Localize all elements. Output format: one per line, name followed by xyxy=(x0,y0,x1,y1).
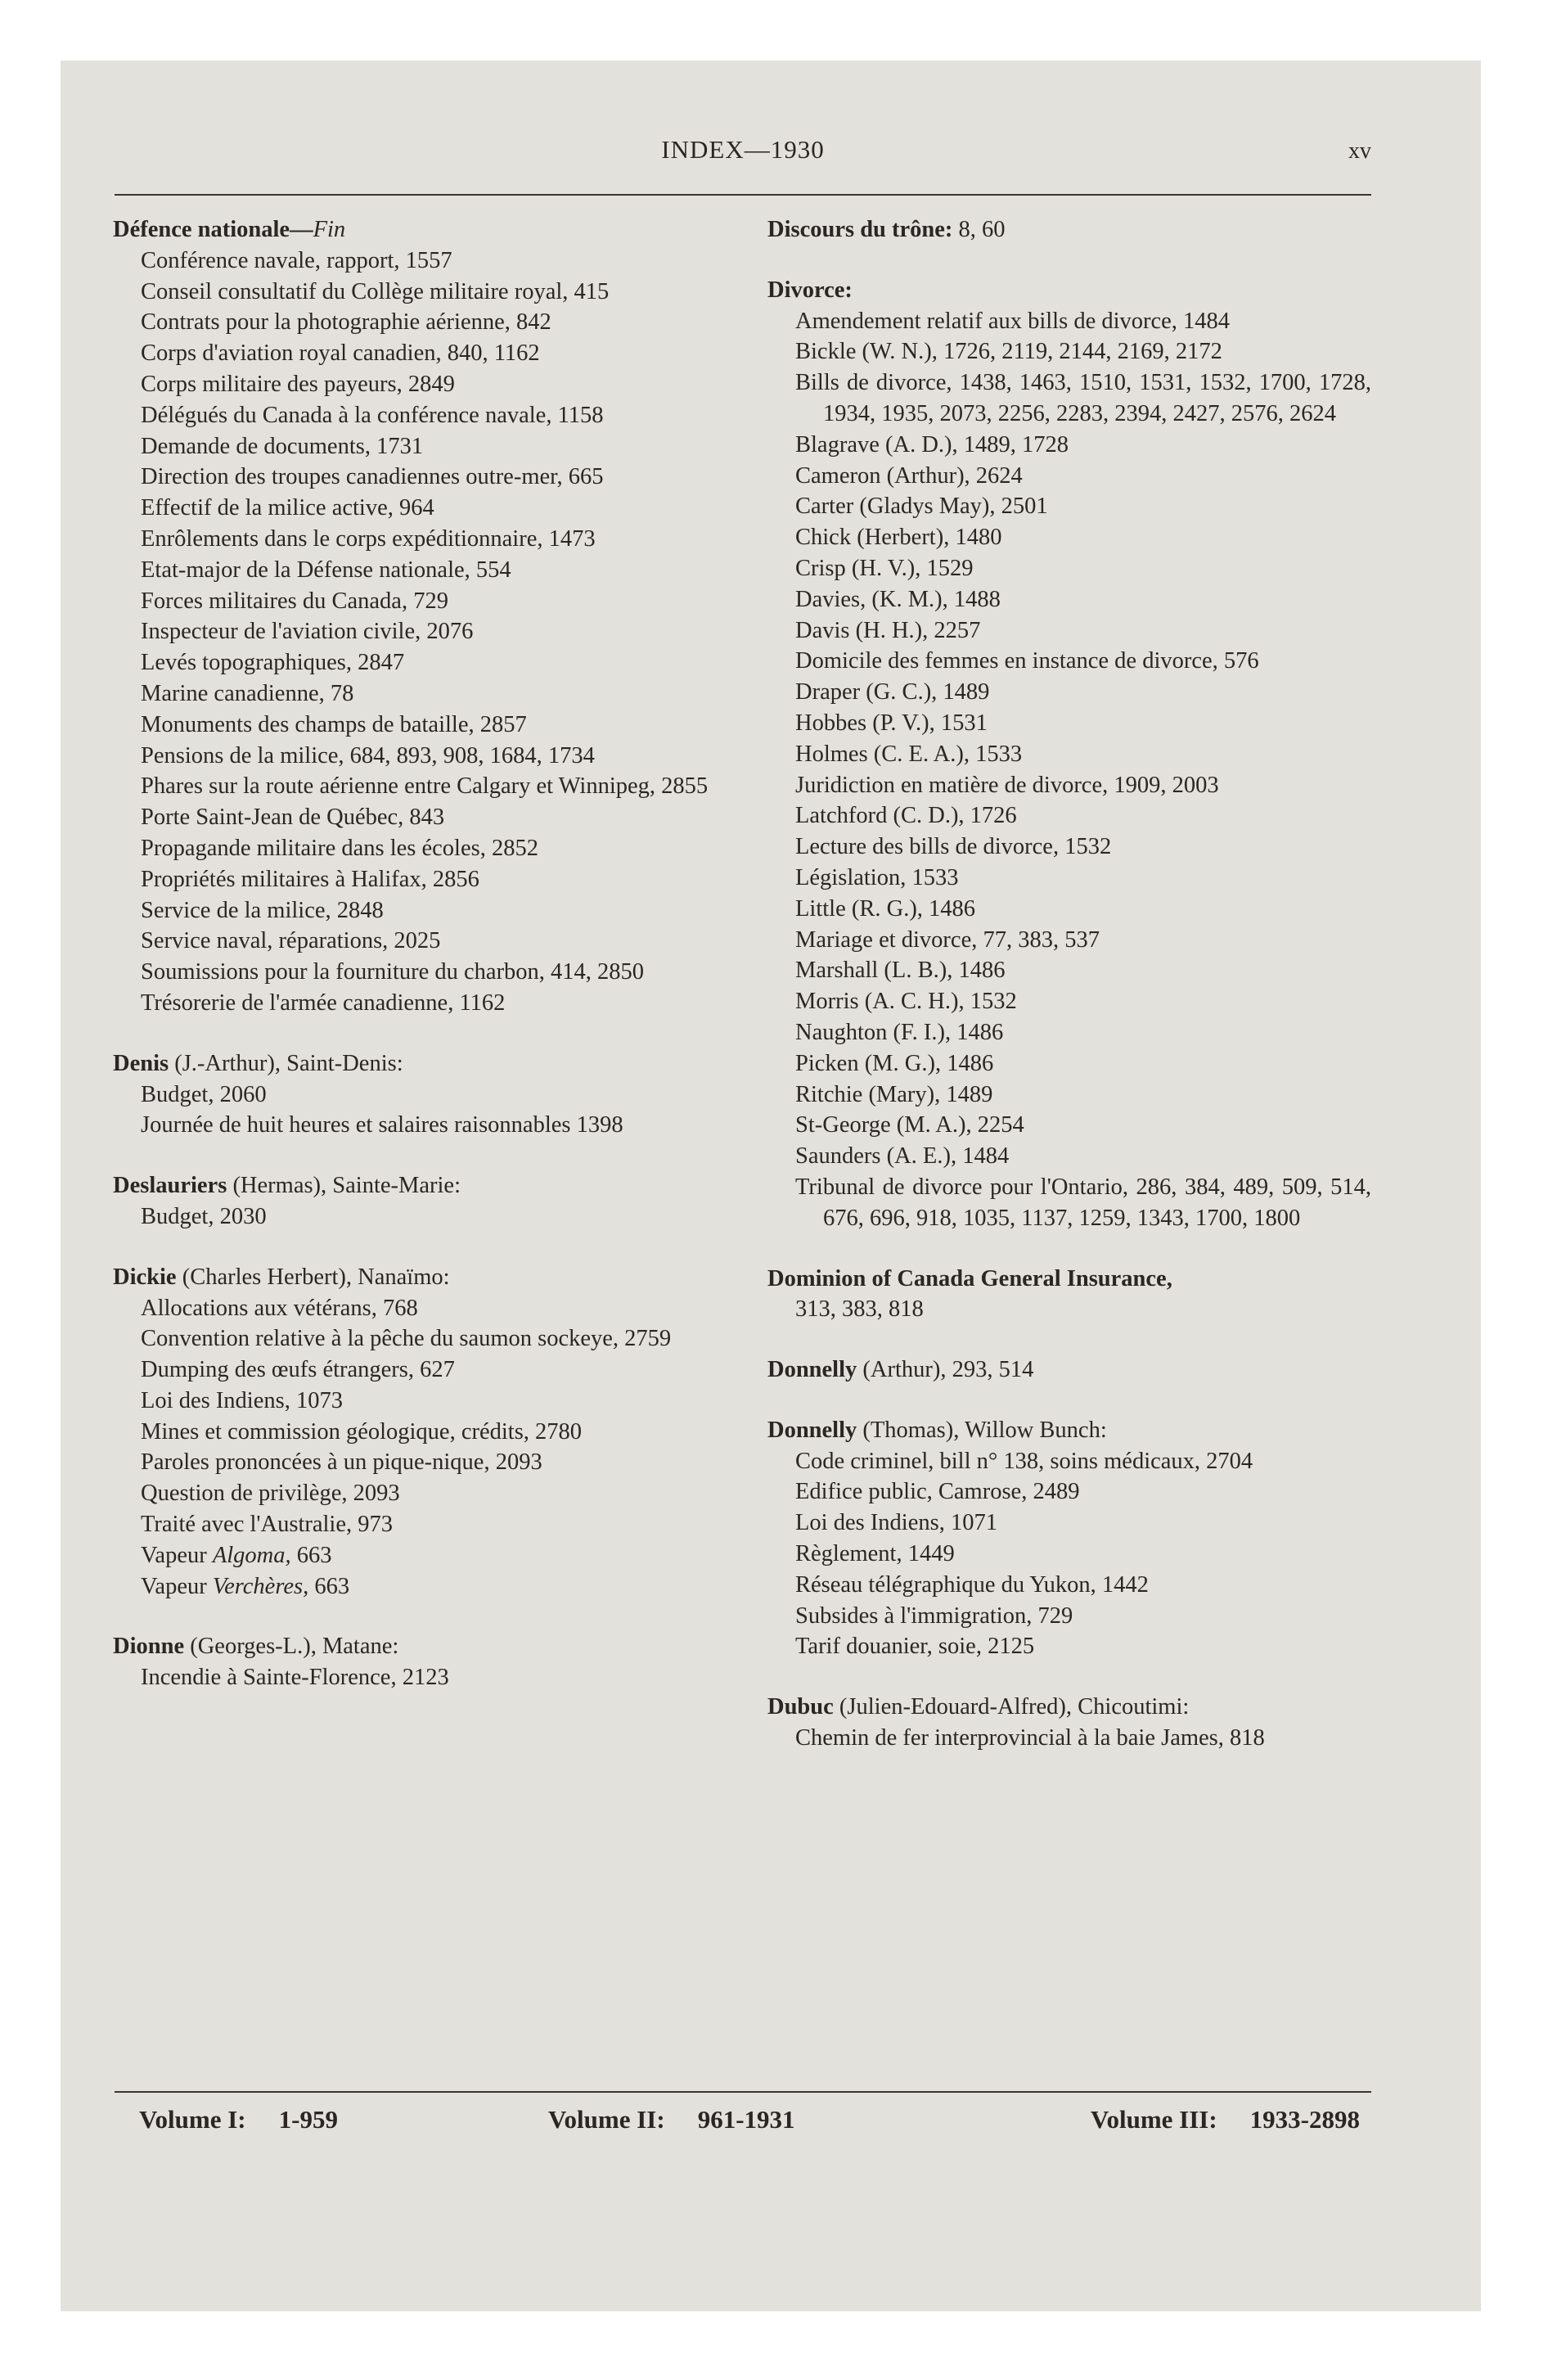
subentry: Corps d'aviation royal canadien, 840, 1162 xyxy=(141,340,540,367)
subentry: Cameron (Arthur), 2624 xyxy=(795,462,1023,489)
entry-name: Donnelly xyxy=(767,1417,857,1443)
subentry: Conseil consultatif du Collège militaire royal, 415 xyxy=(141,278,610,304)
subentry: Corps militaire des payeurs, 2849 xyxy=(141,371,455,397)
index-entry xyxy=(115,1048,732,1141)
subentry: Législation, 1533 xyxy=(795,864,959,890)
subentry: Marine canadienne, 78 xyxy=(141,680,354,706)
subentry: Morris (A. C. H.), 1532 xyxy=(795,989,1017,1015)
subentry: Marshall (L. B.), 1486 xyxy=(795,958,1006,984)
subentry: Direction des troupes canadiennes outre-mer, 665 xyxy=(141,464,604,490)
subentry: Davies, (K. M.), 1488 xyxy=(795,586,1001,612)
entry-detail: 8, 60 xyxy=(952,217,1006,242)
subentry: Loi des Indiens, 1073 xyxy=(141,1387,343,1413)
entry-detail: (Arthur), 293, 514 xyxy=(857,1357,1034,1383)
entry-heading xyxy=(769,275,1371,306)
entry-detail: (J.-Arthur), Saint-Denis: xyxy=(169,1050,403,1076)
subentry: St-George (M. A.), 2254 xyxy=(795,1112,1024,1138)
entry-heading: Défence nationale—Fin xyxy=(113,217,346,242)
subentry: Lecture des bills de divorce, 1532 xyxy=(795,834,1112,860)
subentry: Soumissions pour la fourniture du charbon, 414, 2850 xyxy=(141,959,645,985)
subentry: Budget, 2060 xyxy=(141,1081,267,1107)
entry-name: Défence nationale xyxy=(113,217,290,242)
subentry: Délégués du Canada à la conférence navale, 1158 xyxy=(141,402,604,428)
subentry: Conférence navale, rapport, 1557 xyxy=(141,247,452,273)
entry-name: Divorce: xyxy=(767,277,853,303)
subentry: Paroles prononcées à un pique-nique, 2093 xyxy=(141,1449,542,1476)
subentry: Forces militaires du Canada, 729 xyxy=(141,588,448,614)
volume-label: Volume I: xyxy=(139,2105,246,2134)
entry-heading xyxy=(115,1048,732,1080)
entry-name: Deslauriers xyxy=(113,1173,227,1199)
subentry: Little (R. G.), 1486 xyxy=(795,895,976,922)
subentry: Règlement, 1449 xyxy=(795,1541,955,1567)
subentry: Tribunal de divorce pour l'Ontario, 286, 384, 489, 509, 514, 676, 696, 918, 1035, 1137, 1259, 1343, 1700, 1800 xyxy=(795,1174,1371,1231)
index-entry xyxy=(115,214,732,1019)
subentry: Contrats pour la photographie aérienne, 842 xyxy=(141,309,551,336)
subentry: Inspecteur de l'aviation civile, 2076 xyxy=(141,619,474,645)
subentry: Trésorerie de l'armée canadienne, 1162 xyxy=(141,989,506,1016)
subentry: Effectif de la milice active, 964 xyxy=(141,495,434,521)
entry-detail: (Charles Herbert), Nanaïmo: xyxy=(176,1264,450,1290)
entry-heading xyxy=(769,1415,1371,1446)
entry-name: Dominion of Canada General Insurance, xyxy=(767,1265,1172,1291)
entry-heading xyxy=(769,214,1371,246)
subentry: Draper (G. C.), 1489 xyxy=(795,679,990,705)
index-entry xyxy=(769,214,1371,246)
entry-name: Discours du trône: xyxy=(767,217,953,242)
subentry: Levés topographiques, 2847 xyxy=(141,650,405,676)
subentry: Naughton (F. I.), 1486 xyxy=(795,1019,1004,1045)
subentry: Davis (H. H.), 2257 xyxy=(795,617,981,643)
subentry: Domicile des femmes en instance de divorce, 576 xyxy=(795,648,1259,674)
subentry: Propriétés militaires à Halifax, 2856 xyxy=(141,866,479,892)
subentry: Propagande militaire dans les écoles, 2852 xyxy=(141,835,538,861)
entry-detail: (Georges-L.), Matane: xyxy=(184,1634,399,1660)
index-entry xyxy=(769,275,1371,1234)
subentry: Code criminel, bill n° 138, soins médicaux, 2704 xyxy=(795,1448,1253,1474)
subentry: Subsides à l'immigration, 729 xyxy=(795,1602,1073,1629)
entry-name: Dubuc xyxy=(767,1694,834,1720)
subentry: Pensions de la milice, 684, 893, 908, 1684, 1734 xyxy=(141,742,595,769)
subentry: Etat-major de la Défense nationale, 554 xyxy=(141,557,511,583)
subentry: Incendie à Sainte-Florence, 2123 xyxy=(141,1665,449,1691)
subentry: Chemin de fer interprovincial à la baie James, 818 xyxy=(795,1725,1265,1751)
subentry: Bickle (W. N.), 1726, 2119, 2144, 2169, 2172 xyxy=(795,339,1222,365)
subentry: Allocations aux vétérans, 768 xyxy=(141,1295,418,1321)
entry-heading xyxy=(115,1262,732,1293)
index-entry xyxy=(115,1262,732,1602)
subentry: Dumping des œufs étrangers, 627 xyxy=(141,1357,455,1383)
subentry: Demande de documents, 1731 xyxy=(141,433,424,459)
subentry: Edifice public, Camrose, 2489 xyxy=(795,1479,1080,1505)
entry-detail: (Hermas), Sainte-Marie: xyxy=(227,1173,461,1199)
subentry: Vapeur Algoma, 663 xyxy=(141,1542,332,1568)
subentry: Phares sur la route aérienne entre Calgary et Winnipeg, 2855 xyxy=(141,773,709,800)
subentry: Traité avec l'Australie, 973 xyxy=(141,1512,394,1538)
volume-range: 1-959 xyxy=(278,2105,338,2134)
index-column-left xyxy=(115,214,732,1693)
page-header xyxy=(115,135,1371,176)
footer-rule xyxy=(115,2091,1371,2093)
subentry: Saunders (A. E.), 1484 xyxy=(795,1143,1010,1170)
subentry: Carter (Gladys May), 2501 xyxy=(795,494,1048,520)
volume-2 xyxy=(548,2105,795,2134)
entry-name: Dionne xyxy=(113,1634,185,1660)
volume-range: 961-1931 xyxy=(697,2105,795,2134)
subentry: Réseau télégraphique du Yukon, 1442 xyxy=(795,1571,1149,1598)
index-entry xyxy=(769,1264,1371,1326)
index-entry xyxy=(115,1170,732,1233)
subentry: Juridiction en matière de divorce, 1909, 2003 xyxy=(795,772,1219,798)
index-entry xyxy=(769,1692,1371,1754)
entry-name: Dickie xyxy=(113,1264,177,1290)
subentry: Latchford (C. D.), 1726 xyxy=(795,803,1017,829)
subentry: Question de privilège, 2093 xyxy=(141,1481,400,1507)
subentry: Vapeur Verchères, 663 xyxy=(141,1573,350,1599)
subentry: Holmes (C. E. A.), 1533 xyxy=(795,741,1023,767)
subentry: Chick (Herbert), 1480 xyxy=(795,525,1002,551)
subentry: Tarif douanier, soie, 2125 xyxy=(795,1634,1035,1660)
entry-heading xyxy=(769,1264,1371,1295)
entry-heading xyxy=(769,1692,1371,1723)
subentry: Loi des Indiens, 1071 xyxy=(795,1510,997,1536)
page-number: xv xyxy=(1348,138,1371,164)
entry-name: Denis xyxy=(113,1050,169,1076)
subentry: Enrôlements dans le corps expéditionnaire, 1473 xyxy=(141,525,596,552)
entry-heading xyxy=(115,1170,732,1201)
entry-continuation: Fin xyxy=(313,217,346,242)
volume-range: 1933-2898 xyxy=(1249,2105,1360,2134)
entry-detail: (Julien-Edouard-Alfred), Chicoutimi: xyxy=(833,1694,1190,1720)
subentry: Hobbes (P. V.), 1531 xyxy=(795,710,988,736)
subentry: Ritchie (Mary), 1489 xyxy=(795,1081,993,1107)
entry-heading xyxy=(115,1631,732,1662)
index-entry xyxy=(115,1631,732,1693)
subentry: Amendement relatif aux bills de divorce, 1484 xyxy=(795,308,1231,334)
volume-1 xyxy=(139,2105,338,2134)
entry-detail: (Thomas), Willow Bunch: xyxy=(857,1417,1107,1443)
subentry: Service naval, réparations, 2025 xyxy=(141,928,441,954)
header-rule xyxy=(115,194,1371,196)
volume-3 xyxy=(1091,2105,1360,2134)
subentry: Mines et commission géologique, crédits, 2780 xyxy=(141,1418,583,1445)
index-entry xyxy=(769,1415,1371,1662)
subentry: Convention relative à la pêche du saumon sockeye, 2759 xyxy=(141,1326,672,1352)
subentry: Service de la milice, 2848 xyxy=(141,897,384,923)
index-column-right xyxy=(769,214,1371,1754)
page-title: INDEX—1930 xyxy=(661,135,825,164)
index-entry xyxy=(769,1355,1371,1386)
entry-heading xyxy=(769,1355,1371,1386)
volume-label: Volume II: xyxy=(548,2105,665,2134)
subentry: Journée de huit heures et salaires raisonnables 1398 xyxy=(141,1112,623,1138)
subentry: Blagrave (A. D.), 1489, 1728 xyxy=(795,431,1069,458)
subentry: Porte Saint-Jean de Québec, 843 xyxy=(141,805,445,831)
entry-name: Donnelly xyxy=(767,1357,857,1383)
subentry: Picken (M. G.), 1486 xyxy=(795,1050,994,1076)
subentry: Monuments des champs de bataille, 2857 xyxy=(141,711,527,737)
subentry: Bills de divorce, 1438, 1463, 1510, 1531, 1532, 1700, 1728, 1934, 1935, 2073, 2256, 2283, 2394, 2427, 2576, 2624 xyxy=(795,370,1371,426)
subentry: Crisp (H. V.), 1529 xyxy=(795,555,974,581)
subentry: 313, 383, 818 xyxy=(795,1296,924,1323)
subentry: Mariage et divorce, 77, 383, 537 xyxy=(795,926,1100,953)
subentry: Budget, 2030 xyxy=(141,1203,267,1229)
volume-label: Volume III: xyxy=(1090,2105,1217,2134)
